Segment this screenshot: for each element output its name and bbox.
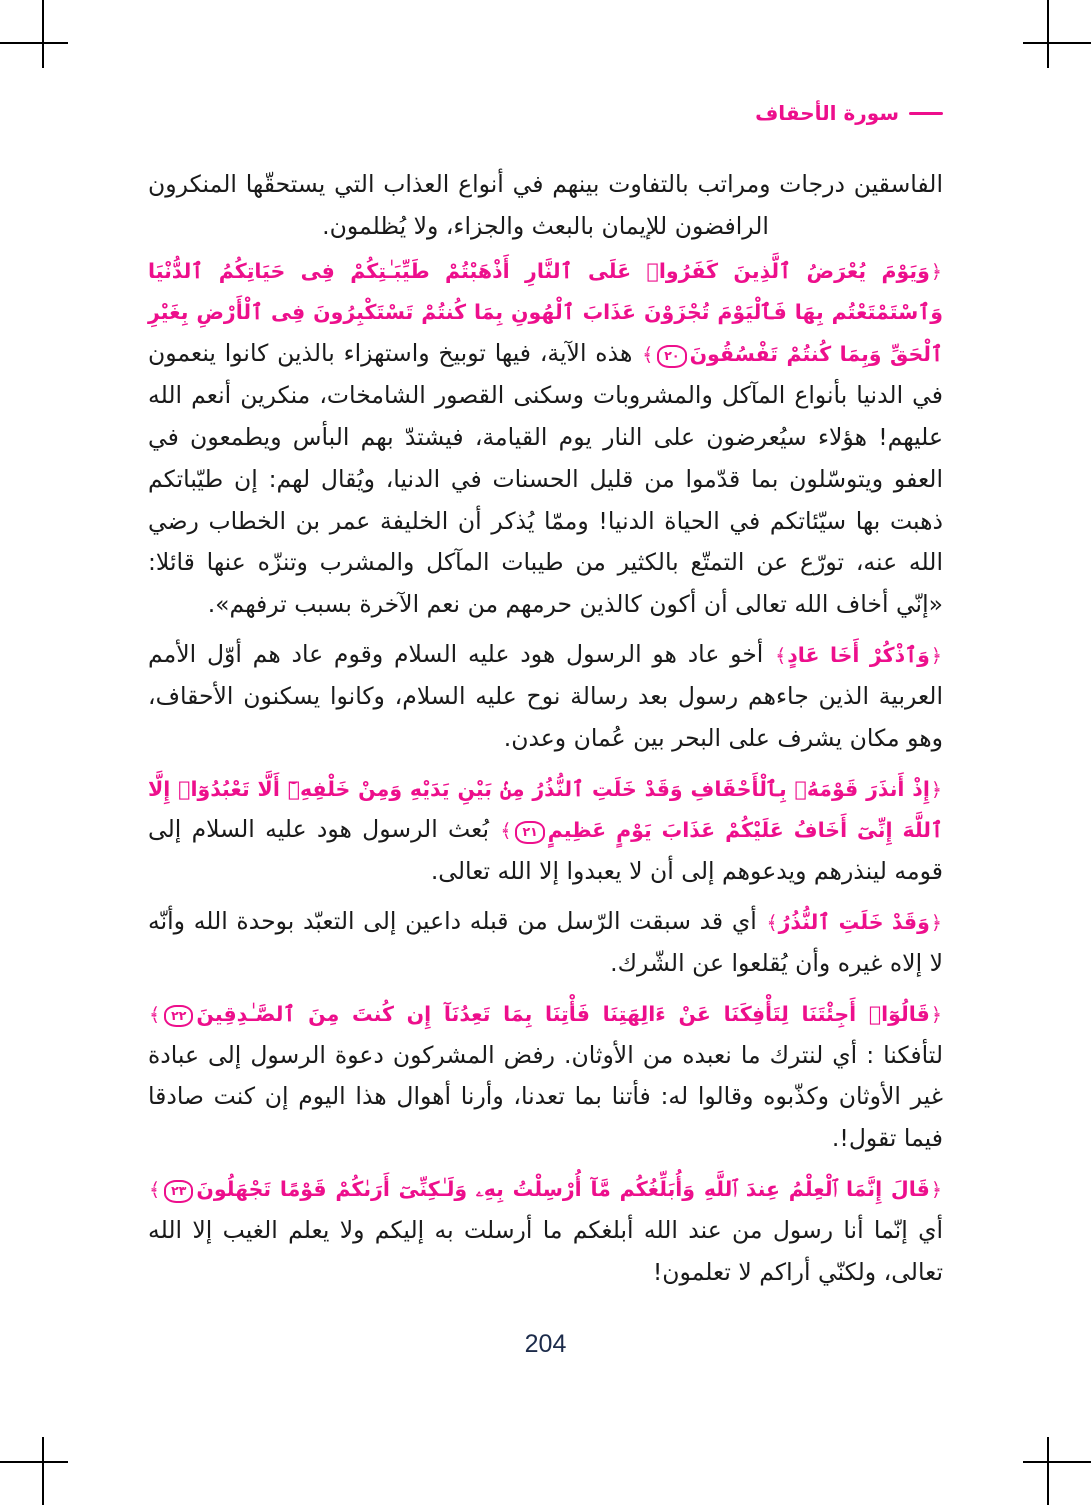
verse-block-23 (148, 1168, 943, 1293)
verse-block-20 (148, 250, 943, 626)
paragraph-commentary: الفاسقين درجات ومراتب بالتفاوت بينهم في أنواع العذاب التي يستحقّها المنكرون الرافضون للإيمان بالبعث والجزاء، ولا يُظلمون. (148, 170, 943, 240)
verse-close-bracket: ﴾ (775, 645, 787, 668)
horizontal-rule-icon (909, 112, 943, 115)
page-number: 204 (524, 1330, 567, 1358)
verse-block-akha-aad (148, 634, 943, 759)
ayah-number-badge: ٢١ (515, 821, 544, 844)
ayah-number-badge: ٢٠ (657, 345, 686, 368)
verse-close-bracket: ﴾ (766, 912, 778, 935)
verse-block-22 (148, 993, 943, 1160)
quran-verse-text: وَيَوْمَ يُعْرَضُ ٱلَّذِينَ كَفَرُوا۟ عَلَى ٱلنَّارِ أَذْهَبْتُمْ طَيِّبَـٰتِكُمْ فِى حَيَاتِكُمُ ٱلدُّنْيَا وَٱسْتَمْتَعْتُم بِهَا فَٱلْيَوْمَ تُجْزَوْنَ عَذَابَ ٱلْهُونِ بِمَا كُنتُمْ تَسْتَكْبِرُونَ فِى ٱلْأَرْضِ بِغَيْرِ ٱلْحَقِّ وَبِمَا كُنتُمْ تَفْسُقُونَ (148, 258, 943, 367)
crop-mark-bottom-left-vertical (42, 1437, 44, 1505)
verse-open-bracket: ﴿ (930, 912, 942, 935)
crop-mark-top-left-vertical (42, 0, 44, 68)
verse-open-bracket: ﴿ (930, 1179, 942, 1202)
verse-close-bracket: ﴾ (149, 1003, 161, 1026)
quran-verse-text: وَٱذْكُرْ أَخَا عَادٍ (787, 643, 930, 668)
crop-mark-bottom-right-vertical (1047, 1437, 1049, 1505)
page-content (148, 96, 943, 1296)
verse-block-21 (148, 768, 943, 893)
crop-mark-bottom-left-horizontal (0, 1461, 68, 1463)
verse-close-bracket: ﴾ (500, 820, 512, 843)
verse-close-bracket: ﴾ (149, 1179, 161, 1202)
running-header (148, 96, 943, 130)
quran-verse-text: وَقَدْ خَلَتِ ٱلنُّذُرُ (778, 910, 930, 935)
verse-commentary: بُعث الرسول هود عليه السلام إلى قومه لينذرهم ويدعوهم إلى أن لا يعبدوا إلا الله تعالى. (148, 815, 943, 886)
crop-mark-top-left-horizontal (0, 42, 68, 44)
verse-open-bracket: ﴿ (930, 260, 942, 283)
ayah-number-badge: ٢٢ (164, 1005, 193, 1028)
crop-mark-top-right-horizontal (1023, 42, 1091, 44)
verse-open-bracket: ﴿ (930, 645, 942, 668)
crop-mark-bottom-right-horizontal (1023, 1461, 1091, 1463)
verse-commentary: لتأفكنا : أي لنترك ما نعبده من الأوثان. رفض المشركون دعوة الرسول إلى عبادة غير الأوثان وكذّبوه وقالوا له: فأتنا بما تعدنا، وأرنا أهوال هذا اليوم إن كنت صادقا فيما تقول!. (148, 1040, 943, 1153)
ayah-number-badge: ٢٣ (164, 1180, 193, 1203)
quran-verse-text: قَالَ إِنَّمَا ٱلْعِلْمُ عِندَ ٱللَّهِ وَأُبَلِّغُكُم مَّآ أُرْسِلْتُ بِهِۦ وَلَـٰكِنِّىٓ أَرَىٰكُمْ قَوْمًا تَجْهَلُونَ (196, 1177, 930, 1202)
verse-block-nudhur (148, 901, 943, 985)
verse-commentary: أي إنّما أنا رسول من عند الله أبلغكم ما أرسلت به إليكم ولا يعلم الغيب إلا الله تعالى، ولكنّي أراكم لا تعلمون! (148, 1215, 943, 1286)
verse-close-bracket: ﴾ (642, 344, 654, 367)
quran-verse-text: إِذْ أَنذَرَ قَوْمَهُۥ بِٱلْأَحْقَافِ وَقَدْ خَلَتِ ٱلنُّذُرُ مِنۢ بَيْنِ يَدَيْهِ وَمِنْ خَلْفِهِۦٓ أَلَّا تَعْبُدُوٓا۟ إِلَّا ٱللَّهَ إِنِّىٓ أَخَافُ عَلَيْكُمْ عَذَابَ يَوْمٍ عَظِيمٍ (148, 776, 943, 843)
verse-commentary: أي قد سبقت الرّسل من قبله داعين إلى التعبّد بوحدة الله وأنّه لا إلاه غيره وأن يُقلعوا عن الشّرك. (148, 907, 943, 977)
quran-verse-text: قَالُوٓا۟ أَجِئْتَنَا لِتَأْفِكَنَا عَنْ ءَالِهَتِنَا فَأْتِنَا بِمَا تَعِدُنَآ إِن كُنتَ مِنَ ٱلصَّـٰدِقِينَ (196, 1001, 930, 1026)
verse-open-bracket: ﴿ (930, 1003, 942, 1026)
crop-mark-top-right-vertical (1047, 0, 1049, 68)
verse-open-bracket: ﴿ (930, 778, 942, 801)
verse-commentary: هذه الآية، فيها توبيخ واستهزاء بالذين كانوا ينعمون في الدنيا بأنواع المآكل والمشروبات وسكنى القصور الشامخات، منكرين أنعم الله عليهم! هؤلاء سيُعرضون على النار يوم القيامة، فيشتدّ بهم البأس ويطمعون في العفو ويتوسّلون بما قدّموا من قليل الحسنات في الدنيا، ويُقال لهم: إن طيّباتكم ذهبت بها سيّئاتكم في الحياة الدنيا! وممّا يُذكر أن الخليفة عمر بن الخطاب رضي الله عنه، تورّع عن التمتّع بالكثير من طيبات المآكل والمشرب وتنزّه عنها قائلا: «إنّي أخاف الله تعالى أن أكون كالذين حرمهم من نعم الآخرة بسبب ترفهم». (148, 339, 943, 619)
verse-commentary: أخو عاد هو الرسول هود عليه السلام وقوم عاد هم أوّل الأمم العربية الذين جاءهم رسول بعد رسالة نوح عليه السلام، وكانوا يسكنون الأحقاف، وهو مكان يشرف على البحر بين عُمان وعدن. (148, 640, 943, 752)
surah-title: سورة الأحقاف (755, 101, 899, 125)
